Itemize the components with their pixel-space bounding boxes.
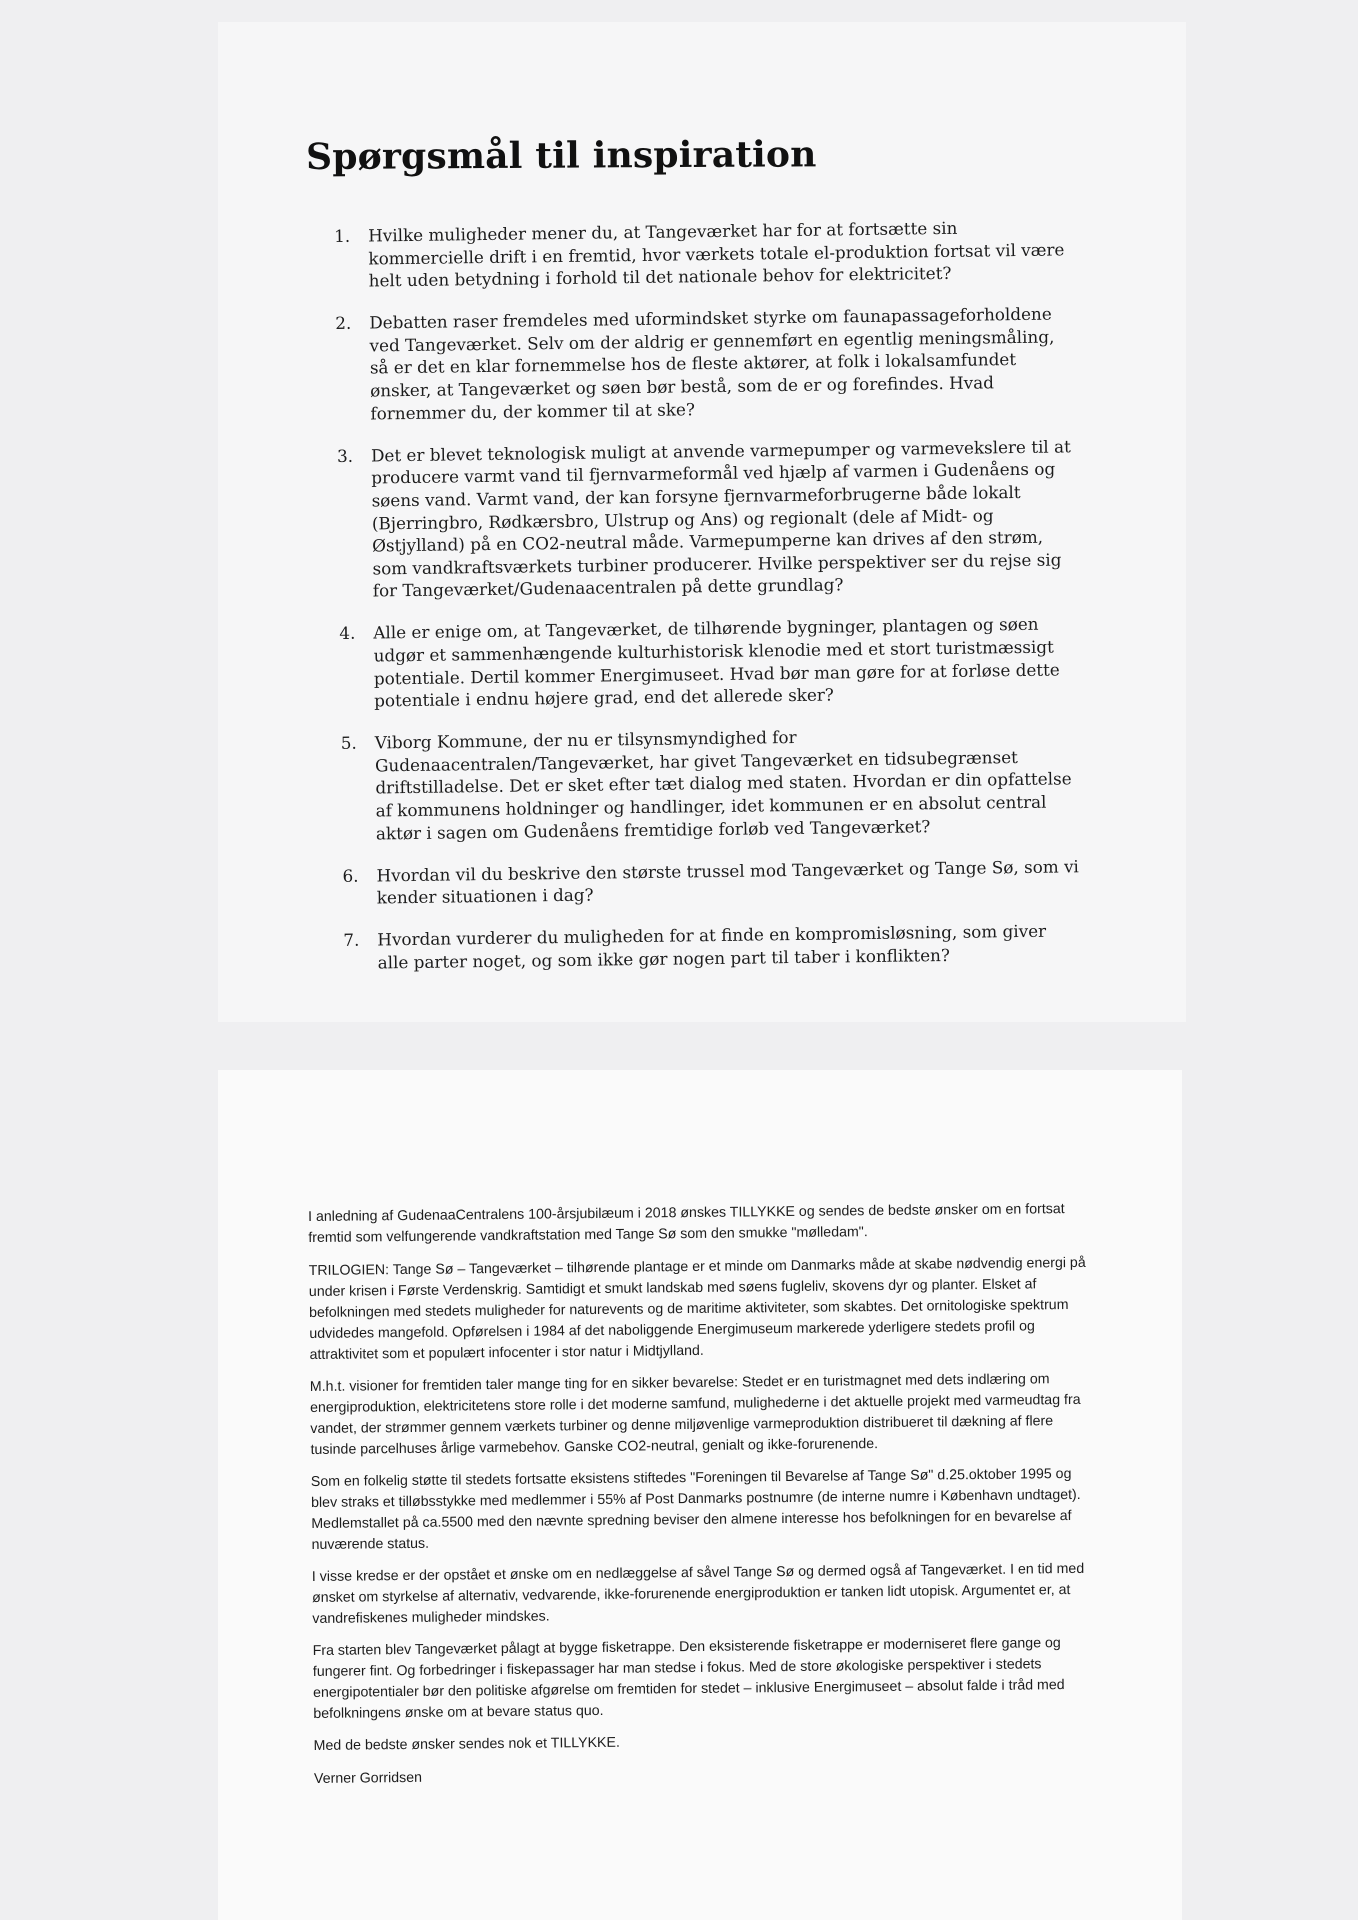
- question-item: [341, 920, 1082, 975]
- question-item: [333, 303, 1074, 426]
- question-number: 7.: [343, 930, 360, 951]
- question-number: 4.: [339, 623, 356, 644]
- letter-closing: Med de bedste ønsker sendes nok et TILLYKKE.: [313, 1734, 620, 1754]
- question-item: [337, 613, 1078, 713]
- question-item: [339, 723, 1080, 846]
- page-title: Spørgsmål til inspiration: [306, 133, 817, 178]
- question-text: Hvordan vurderer du muligheden for at finde en kompromisløsning, som giver alle parter noget, og som ikke gør nogen part til taber i konflikten?: [377, 921, 1047, 973]
- letter-paragraph: M.h.t. visioner for fremtiden taler mange ting for en sikker bevarelse: Stedet er en turistmagnet med dets indlæring om energiproduktion, elektricitetens store rolle i det moderne samfund, mulighederne i det aktuelle projekt med varmeudtag fra vandet, der strømmer gennem værkets turbiner og denne miljøvenlige varmeproduktion distribueret til dækning af flere tusinde parcelhuses årlige varmebehov. Ganske CO2-neutral, genialt og ikke-forurenende.: [309, 1371, 1081, 1458]
- question-number: 5.: [340, 733, 357, 754]
- question-text: Hvordan vil du beskrive den største trussel mod Tangeværket og Tange Sø, som vi kender situationen i dag?: [376, 856, 1079, 908]
- question-text: Viborg Kommune, der nu er tilsynsmyndighed for Gudenaacentralen/Tangeværket, har givet Tangeværket en tidsubegrænset driftstilladelse. Det er sket efter tæt dialog med staten. Hvordan er din opfattelse af kommunens holdninger og handlinger, idet kommunen er en absolut central aktør i sagen om Gudenåens fremtidige forløb ved Tangeværket?: [374, 727, 1072, 844]
- letter-paragraph: I visse kredse er der opstået et ønske om en nedlæggelse af såvel Tange Sø og dermed også af Tangeværket. I en tid med ønsket om styrkelse af alternativ, vedvarende, ikke-forurenende energiproduktion er tanken lidt utopisk. Argumentet er, at vandrefiskenes muligheder mindskes.: [311, 1560, 1085, 1627]
- question-number: 6.: [342, 865, 359, 886]
- question-number: 2.: [335, 313, 352, 334]
- letter-paragraph: Som en folkelig støtte til stedets fortsatte eksistens stiftedes "Foreningen til Bevarelse af Tange Sø" d.25.oktober 1995 og blev straks et tilløbsstykke med medlemmer i 55% af Post Danmarks postnumre (de interne numre i København undtaget). Medlemstallet på ca.5500 med den nævnte spredning beviser den almene interesse hos befolkningen for en bevarelse af nuværende status.: [310, 1466, 1081, 1553]
- question-item: [340, 855, 1081, 910]
- question-number: 1.: [334, 225, 351, 246]
- letter-paragraph: TRILOGIEN: Tange Sø – Tangeværket – tilhørende plantage er et minde om Danmarks måde at skabe nødvendig energi på under krisen i Første Verdenskrig. Samtidigt et smukt landskab med søens fugleliv, skovens dyr og planter. Elsket af befolkningen med stedets muligheder for naturevents og de maritime aktiviteter, som skabtes. Det ornitologiske spektrum udvidedes mangefold. Opførelsen i 1984 af det naboliggende Energimuseum markerede yderligere stedets profil og attraktivitet som et populært infocenter i stor natur i Midtjylland.: [308, 1254, 1086, 1363]
- letter-body: [308, 1199, 1094, 1801]
- question-list: [332, 215, 1082, 994]
- question-text: Hvilke muligheder mener du, at Tangeværket har for at fortsætte sin kommercielle drift i en fremtid, hvor værkets totale el-produktion fortsat vil være helt uden betydning i forhold til det nationale behov for elektricitet?: [368, 217, 1065, 291]
- question-text: Alle er enige om, at Tangeværket, de tilhørende bygninger, plantagen og søen udgør et sammenhængende kulturhistorisk klenodie med et stort turistmæssigt potentiale. Dertil kommer Energimuseet. Hvad bør man gøre for at forløse dette potentiale i endnu højere grad, end det allerede sker?: [373, 614, 1060, 711]
- question-number: 3.: [336, 445, 354, 466]
- question-item: [332, 215, 1073, 292]
- letter-paragraph: Fra starten blev Tangeværket pålagt at bygge fisketrappe. Den eksisterende fisketrappe er moderniseret flere gange og fungerer fint. Og forbedringer i fiskepassager har man stedse i fokus. Med de store økologiske perspektiver i stedets energipotentialer bør den politiske afgørelse om fremtiden for stedet – inklusive Energimuseet – absolut falde i tråd med befolkningens ønske om at bevare status quo.: [312, 1635, 1065, 1722]
- letter-intro: I anledning af GudenaaCentralens 100-årsjubilæum i 2018 ønskes TILLYKKE og sendes de bedste ønsker om en fortsat fremtid som velfungerende vandkraftstation med Tange Sø som den smukke "mølledam".: [308, 1201, 1065, 1246]
- question-text: Det er blevet teknologisk muligt at anvende varmepumper og varmevekslere til at producere varmt vand til fjernvarmeformål ved hjælp af varmen i Gudenåens og søens vand. Varmt vand, der kan forsyne fjernvarmeforbrugerne både lokalt (Bjerringbro, Rødkærsbro, Ulstrup og Ans) og regionalt (dele af Midt- og Østjylland) på en CO2-neutral måde. Varmepumperne kan drives af den strøm, som vandkraftsværkets turbiner producerer. Hvilke perspektiver ser du rejse sig for Tangeværket/Gudenaacentralen på dette grundlag?: [370, 436, 1071, 601]
- letter-signature: Verner Gorridsen: [313, 1769, 423, 1787]
- question-text: Debatten raser fremdeles med uformindsket styrke om faunapassageforholdene ved Tangeværket. Selv om der aldrig er gennemført en egentlig meningsmåling, så er det en klar fornemmelse hos de fleste aktører, at folk i lokalsamfundet ønsker, at Tangeværket og søen bør bestå, som de er og forefindes. Hvad fornemmer du, der kommer til at ske?: [369, 303, 1055, 424]
- question-item: [335, 435, 1077, 603]
